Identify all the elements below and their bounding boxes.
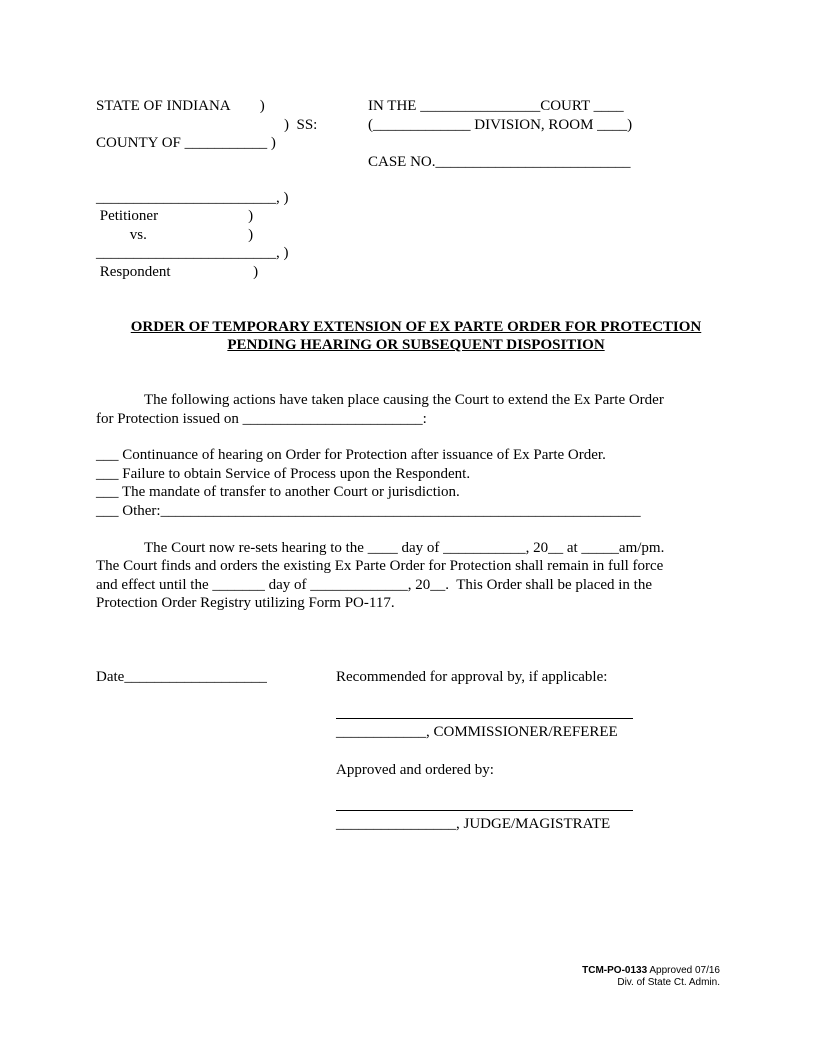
judge-line: ________________, JUDGE/MAGISTRATE: [336, 816, 611, 832]
form-id: TCM-PO-0133: [582, 965, 648, 976]
respondent-blank: ________________________, ): [96, 245, 289, 261]
ss-line: ) SS:: [284, 117, 318, 133]
form-footer: [582, 965, 720, 989]
intro-line-1: The following actions have taken place causing the Court to extend the Ex Parte Order: [144, 392, 664, 408]
approved-label: Approved and ordered by:: [336, 762, 494, 778]
form-approved: Approved 07/16: [647, 965, 720, 976]
court-line: IN THE ________________COURT ____: [368, 98, 624, 114]
reset-line-2: The Court finds and orders the existing Ex Parte Order for Protection shall remain in full force: [96, 558, 664, 574]
option-transfer: ___ The mandate of transfer to another Court or jurisdiction.: [96, 484, 460, 500]
judge-signature-line: [336, 810, 633, 811]
reset-line-1: The Court now re-sets hearing to the ____ day of ___________, 20__ at _____am/pm.: [144, 540, 665, 556]
county-line: COUNTY OF ___________ ): [96, 135, 276, 151]
petitioner-blank: ________________________, ): [96, 190, 289, 206]
date-line: Date___________________: [96, 669, 267, 685]
commissioner-signature-line: [336, 718, 633, 719]
option-continuance: ___ Continuance of hearing on Order for Protection after issuance of Ex Parte Order.: [96, 447, 606, 463]
form-division: Div. of State Ct. Admin.: [617, 977, 720, 988]
respondent-label: Respondent ): [96, 264, 259, 280]
division-line: (_____________ DIVISION, ROOM ____): [368, 117, 633, 133]
option-service-failure: ___ Failure to obtain Service of Process upon the Respondent.: [96, 466, 471, 482]
commissioner-line: ____________, COMMISSIONER/REFEREE: [336, 724, 618, 740]
case-number-line: CASE NO.__________________________: [368, 154, 631, 170]
page-title-line-1: ORDER OF TEMPORARY EXTENSION OF EX PARTE ORDER FOR PROTECTION: [130, 319, 702, 335]
option-other: ___ Other:________________________________________________________________: [96, 503, 641, 519]
versus-label: vs. ): [96, 227, 254, 243]
reset-line-3: and effect until the _______ day of _____________, 20__. This Order shall be placed in the: [96, 577, 652, 593]
petitioner-label: Petitioner ): [96, 208, 254, 224]
page-title-line-2: PENDING HEARING OR SUBSEQUENT DISPOSITION: [227, 337, 605, 353]
reset-line-4: Protection Order Registry utilizing Form PO-117.: [96, 595, 395, 611]
recommended-label: Recommended for approval by, if applicable:: [336, 669, 608, 685]
intro-line-2: for Protection issued on ________________________:: [96, 411, 427, 427]
state-line: STATE OF INDIANA ): [96, 98, 265, 114]
